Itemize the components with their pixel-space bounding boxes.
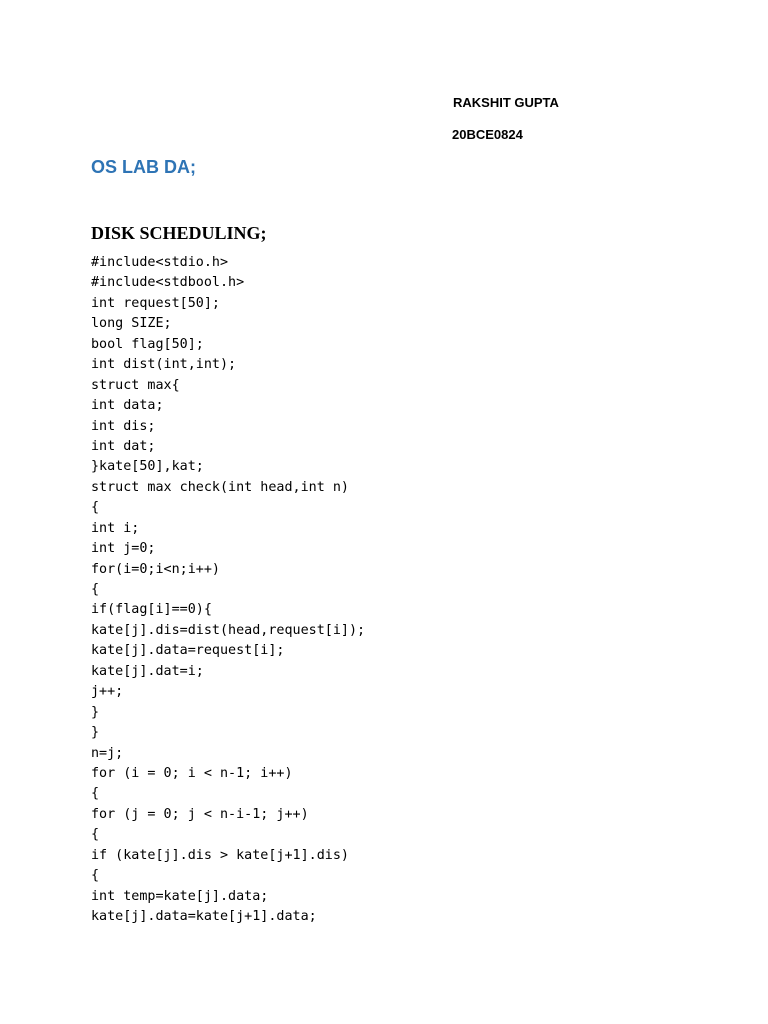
code-line: if(flag[i]==0){ <box>91 602 212 618</box>
code-line: { <box>91 786 100 802</box>
code-line: { <box>91 500 100 516</box>
author-name: RAKSHIT GUPTA <box>453 95 559 110</box>
code-line: j++; <box>91 684 124 700</box>
code-line: #include<stdbool.h> <box>91 275 245 291</box>
code-line: int dist(int,int); <box>91 357 237 373</box>
code-line: int temp=kate[j].data; <box>91 888 269 904</box>
roll-number: 20BCE0824 <box>452 127 523 142</box>
code-line: struct max{ <box>91 377 180 393</box>
code-line: bool flag[50]; <box>91 336 204 352</box>
lab-title: OS LAB DA; <box>91 157 196 177</box>
code-line: long SIZE; <box>91 316 172 332</box>
code-line: } <box>91 725 100 741</box>
code-line: n=j; <box>91 745 124 761</box>
code-block <box>91 253 365 927</box>
code-line: } <box>91 704 100 720</box>
code-line: for(i=0;i<n;i++) <box>91 561 220 577</box>
code-line: int request[50]; <box>91 295 220 311</box>
code-line: #include<stdio.h> <box>91 255 229 270</box>
code-line: { <box>91 868 100 884</box>
code-line: }kate[50],kat; <box>91 459 204 475</box>
section-title: DISK SCHEDULING; <box>91 223 267 243</box>
code-line: int j=0; <box>91 541 156 557</box>
code-line: for (i = 0; i < n-1; i++) <box>91 765 293 781</box>
code-line: { <box>91 827 100 843</box>
code-line: for (j = 0; j < n-i-1; j++) <box>91 806 309 822</box>
code-line: struct max check(int head,int n) <box>91 479 349 495</box>
code-line: if (kate[j].dis > kate[j+1].dis) <box>91 847 349 863</box>
code-line: int dat; <box>91 438 156 454</box>
code-line: int dis; <box>91 418 156 434</box>
code-line: int data; <box>91 398 164 414</box>
code-line: kate[j].dis=dist(head,request[i]); <box>91 622 366 638</box>
code-line: kate[j].dat=i; <box>91 663 204 679</box>
code-line: kate[j].data=request[i]; <box>91 643 285 659</box>
code-line: { <box>91 582 100 597</box>
code-line: kate[j].data=kate[j+1].data; <box>91 909 317 924</box>
code-line: int i; <box>91 520 140 536</box>
